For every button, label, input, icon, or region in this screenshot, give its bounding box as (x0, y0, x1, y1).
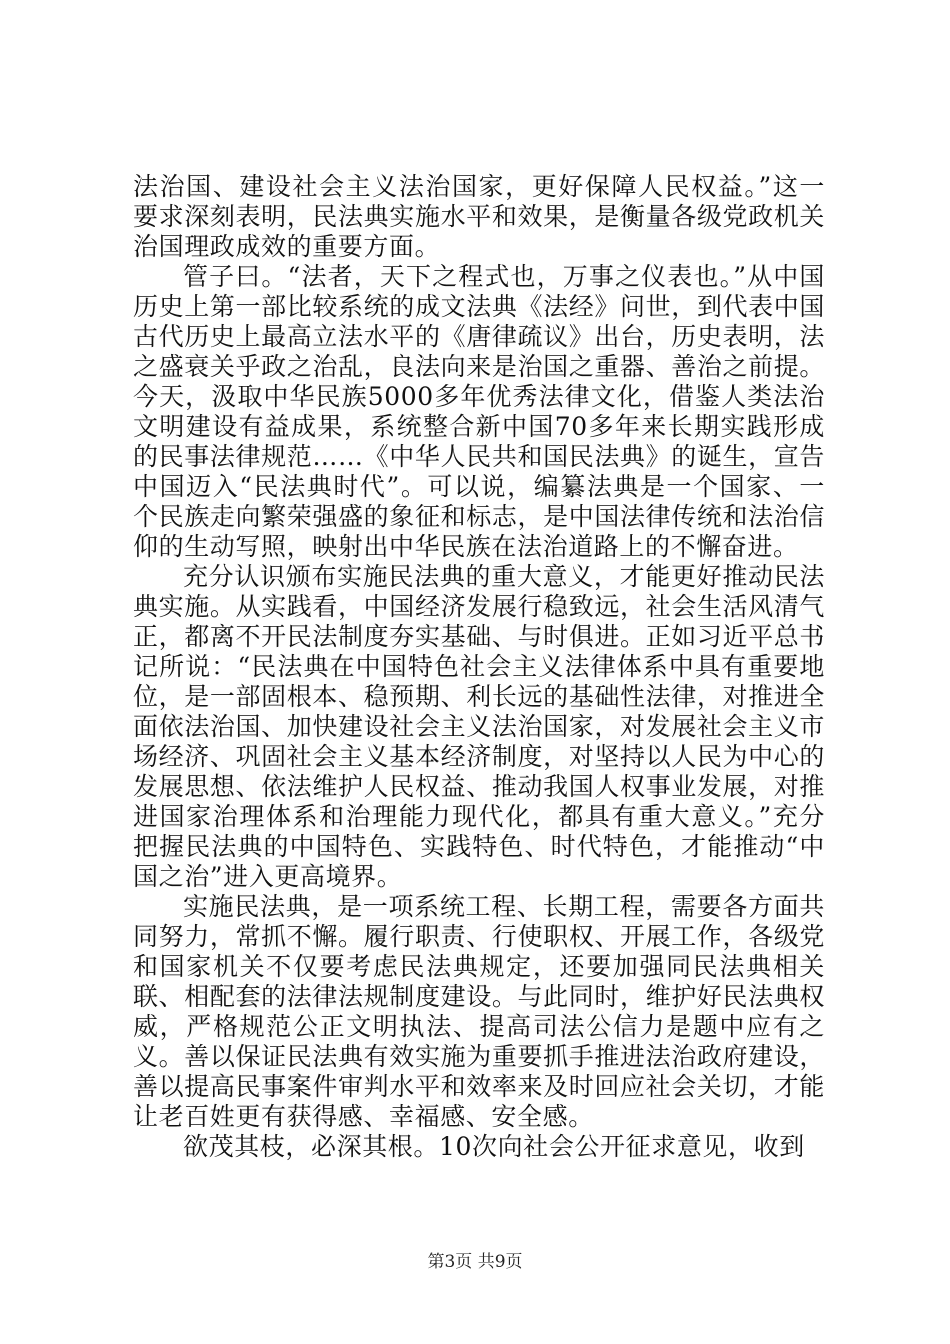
paragraph-5: 欲茂其枝，必深其根。10次向社会公开征求意见，收到 (183, 1132, 805, 1161)
paragraph-3: 充分认识颁布实施民法典的重大意义，才能更好推动民法典实施。从实践看，中国经济发展行稳致远，社会生活风清气正，都离不开民法制度夯实基础、与时俱进。正如习近平总书记所说：“民法典在中国特色社会主义法律体系中具有重要地位，是一部固根本、稳预期、利长远的基础性法律，对推进全面依法治国、加快建设社会主义法治国家，对发展社会主义市场经济、巩固社会主义基本经济制度，对坚持以人民为中心的发展思想、依法维护人民权益、推动我国人权事业发展，对推进国家治理体系和治理能力现代化，都具有重大意义。”充分把握民法典的中国特色、实践特色、时代特色，才能推动“中国之治”进入更高境界。 (133, 562, 825, 891)
document-body (133, 172, 825, 1162)
paragraph-1: 法治国、建设社会主义法治国家，更好保障人民权益。”这一要求深刻表明，民法典实施水平和效果，是衡量各级党政机关治国理政成效的重要方面。 (133, 172, 825, 261)
paragraph-4: 实施民法典，是一项系统工程、长期工程，需要各方面共同努力，常抓不懈。履行职责、行使职权、开展工作，各级党和国家机关不仅要考虑民法典规定，还要加强同民法典相关联、相配套的法律法规制度建设。与此同时，维护好民法典权威，严格规范公正文明执法、提高司法公信力是题中应有之义。善以保证民法典有效实施为重要抓手推进法治政府建设，善以提高民事案件审判水平和效率来及时回应社会关切，才能让老百姓更有获得感、幸福感、安全感。 (133, 892, 825, 1131)
paragraph-2: 管子曰。“法者，天下之程式也，万事之仪表也。”从中国历史上第一部比较系统的成文法典《法经》问世，到代表中国古代历史上最高立法水平的《唐律疏议》出台，历史表明，法之盛衰关乎政之治乱，良法向来是治国之重器、善治之前提。今天，汲取中华民族5000多年优秀法律文化，借鉴人类法治文明建设有益成果，系统整合新中国70多年来长期实践形成的民事法律规范……《中华人民共和国民法典》的诞生，宣告中国迈入“民法典时代”。可以说，编纂法典是一个国家、一个民族走向繁荣强盛的象征和标志，是中国法律传统和法治信仰的生动写照，映射出中华民族在法治道路上的不懈奋进。 (133, 262, 825, 561)
page-footer: 第3页 共9页 (427, 1252, 523, 1272)
